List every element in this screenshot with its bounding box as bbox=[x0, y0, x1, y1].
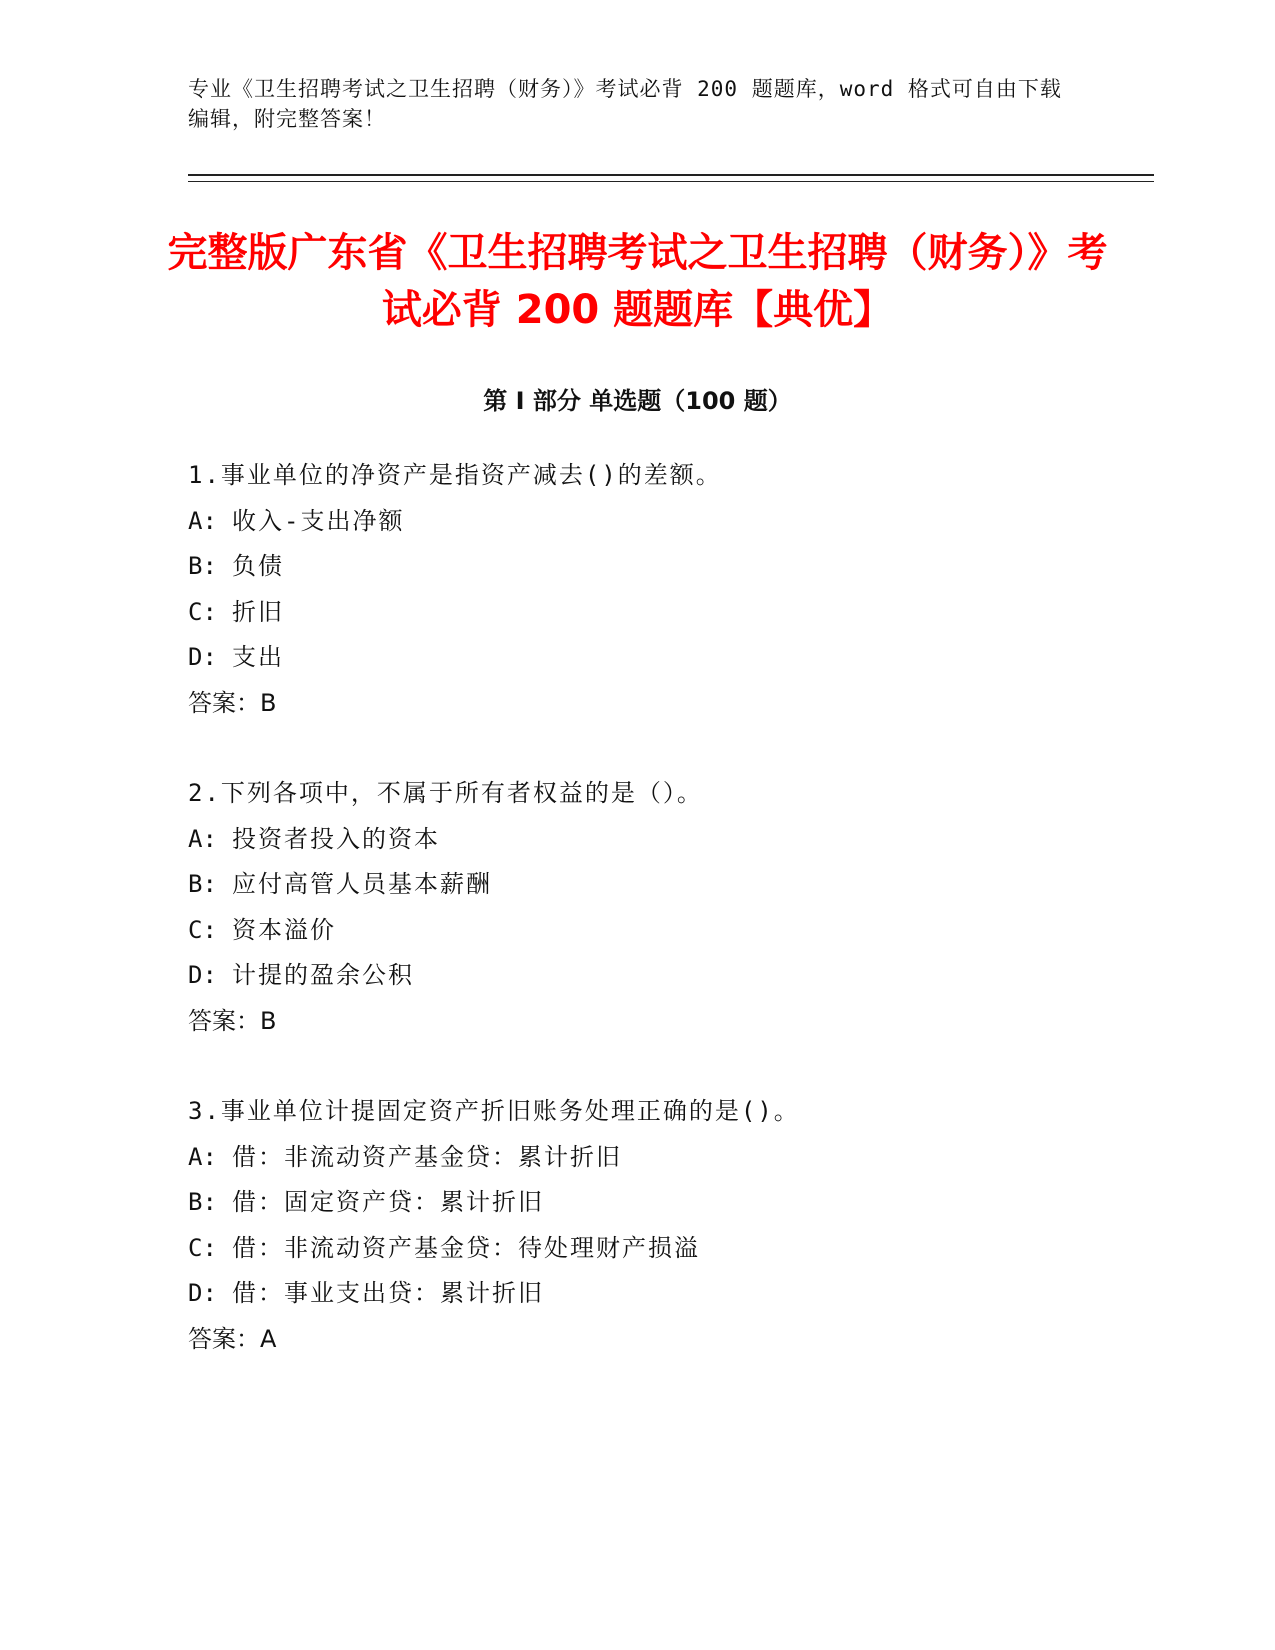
option-d bbox=[188, 1271, 1088, 1317]
option-letter: B: bbox=[188, 1188, 217, 1216]
option-letter: C: bbox=[188, 1233, 217, 1262]
answer-value: B bbox=[260, 1006, 277, 1035]
option-a bbox=[188, 1135, 1088, 1181]
option-text: 负债 bbox=[232, 552, 284, 580]
option-text: 投资者投入的资本 bbox=[232, 824, 440, 853]
document-title: 完整版广东省《卫生招聘考试之卫生招聘（财务）》考试必背 200 题题库【典优】 bbox=[167, 230, 1108, 333]
option-text: 收入-支出净额 bbox=[232, 506, 405, 535]
option-text: 借：非流动资产基金贷：累计折旧 bbox=[232, 1142, 622, 1171]
answer-label: 答案： bbox=[188, 1324, 260, 1353]
option-d bbox=[188, 953, 1088, 999]
option-c bbox=[188, 590, 1088, 636]
answer-value: A bbox=[260, 1324, 277, 1353]
question-2 bbox=[188, 771, 1088, 1044]
header-note: 专业《卫生招聘考试之卫生招聘（财务）》考试必背 200 题题库，word 格式可自由下载编辑，附完整答案！ bbox=[188, 77, 1062, 131]
option-a bbox=[188, 499, 1088, 545]
answer-line bbox=[188, 999, 1088, 1045]
option-c bbox=[188, 1226, 1088, 1272]
option-a bbox=[188, 817, 1088, 863]
option-text: 借：固定资产贷：累计折旧 bbox=[232, 1188, 544, 1216]
question-1 bbox=[188, 453, 1088, 726]
question-3 bbox=[188, 1089, 1088, 1362]
option-d bbox=[188, 635, 1088, 681]
option-letter: B: bbox=[188, 870, 217, 898]
option-b bbox=[188, 862, 1088, 908]
option-b bbox=[188, 1180, 1088, 1226]
option-text: 支出 bbox=[232, 643, 284, 671]
option-b bbox=[188, 544, 1088, 590]
answer-line bbox=[188, 681, 1088, 727]
answer-line bbox=[188, 1317, 1088, 1363]
option-letter: D: bbox=[188, 643, 217, 671]
option-letter: B: bbox=[188, 552, 217, 580]
question-stem: 1.事业单位的净资产是指资产减去()的差额。 bbox=[188, 461, 722, 489]
option-text: 计提的盈余公积 bbox=[232, 961, 414, 989]
header-divider-thick bbox=[188, 174, 1154, 176]
option-letter: A: bbox=[188, 1142, 217, 1171]
option-letter: C: bbox=[188, 597, 217, 626]
answer-label: 答案： bbox=[188, 688, 260, 717]
option-text: 资本溢价 bbox=[232, 915, 336, 944]
option-text: 借：非流动资产基金贷：待处理财产损溢 bbox=[232, 1233, 700, 1262]
option-letter: A: bbox=[188, 506, 217, 535]
option-c bbox=[188, 908, 1088, 954]
option-text: 借：事业支出贷：累计折旧 bbox=[232, 1279, 544, 1307]
option-letter: D: bbox=[188, 1279, 217, 1307]
answer-label: 答案： bbox=[188, 1006, 260, 1035]
answer-value: B bbox=[260, 688, 277, 717]
question-stem: 3.事业单位计提固定资产折旧账务处理正确的是()。 bbox=[188, 1097, 800, 1125]
option-letter: D: bbox=[188, 961, 217, 989]
question-stem: 2.下列各项中，不属于所有者权益的是（）。 bbox=[188, 779, 703, 807]
section-title: 第 I 部分 单选题（100 题） bbox=[483, 387, 792, 415]
header-divider-thin bbox=[188, 181, 1154, 182]
option-text: 折旧 bbox=[232, 597, 284, 626]
option-letter: A: bbox=[188, 824, 217, 853]
option-text: 应付高管人员基本薪酬 bbox=[232, 870, 492, 898]
option-letter: C: bbox=[188, 915, 217, 944]
